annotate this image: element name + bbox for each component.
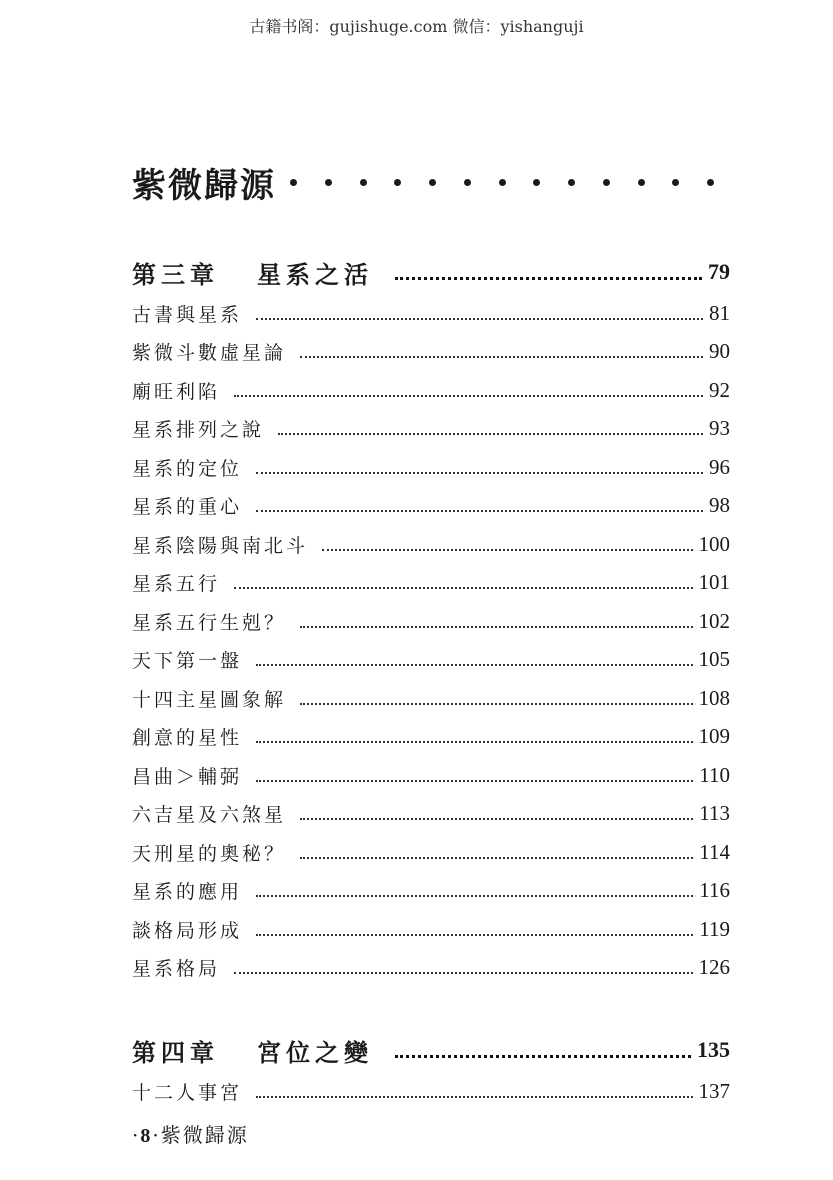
book-title-row [132, 158, 722, 207]
footer-book-title: 紫微歸源 [160, 1123, 249, 1147]
entry-page-number: 113 [699, 800, 730, 825]
entry-page-number: 108 [698, 685, 730, 710]
entry-label: 古書與星系 [132, 303, 243, 326]
dot-leader [256, 662, 692, 666]
toc-entry[interactable] [132, 644, 730, 674]
entry-label: 十四主星圖象解 [132, 688, 287, 711]
entry-page-number: 101 [698, 569, 730, 594]
dot-leader [395, 1053, 691, 1058]
chapter-page-number: 135 [697, 1037, 730, 1062]
entry-label: 星系格局 [132, 957, 221, 980]
entry-label: 星系陰陽與南北斗 [132, 534, 309, 557]
toc-entry[interactable] [132, 567, 730, 597]
dot-leader [256, 932, 693, 936]
dot-leader [234, 393, 703, 397]
toc-entry[interactable] [132, 452, 730, 482]
chapter-3-entry[interactable] [132, 257, 730, 287]
dot-leader [300, 624, 692, 628]
toc-entry[interactable] [132, 837, 730, 867]
toc-entry[interactable] [132, 875, 730, 905]
entry-page-number: 114 [699, 839, 730, 864]
entry-page-number: 90 [709, 338, 730, 363]
toc-entry[interactable] [132, 683, 730, 713]
toc-entry[interactable] [132, 375, 730, 405]
dot-leader [300, 354, 703, 358]
dot-leader [256, 1094, 692, 1098]
entry-page-number: 102 [698, 608, 730, 633]
entry-label: 昌曲＞輔弼 [132, 765, 243, 788]
dot-leader [300, 701, 692, 705]
page-footer: ·8·紫微歸源 [132, 1123, 249, 1147]
title-dot-leader [290, 179, 722, 186]
toc-entry[interactable] [132, 606, 730, 636]
watermark-text: 古籍书阁：gujishuge.com 微信：yishanguji [249, 17, 584, 36]
entry-label: 六吉星及六煞星 [132, 803, 287, 826]
dot-leader [256, 893, 693, 897]
dot-leader [234, 585, 692, 589]
entry-label: 天下第一盤 [132, 649, 243, 672]
entry-label: 星系排列之說 [132, 418, 265, 441]
entry-label: 星系的定位 [132, 457, 243, 480]
entry-page-number: 100 [698, 531, 730, 556]
entry-page-number: 105 [698, 646, 730, 671]
chapter-number: 第四章 [132, 1037, 219, 1067]
entry-label: 星系五行生剋？ [132, 611, 287, 634]
toc-entry[interactable] [132, 336, 730, 366]
dot-leader [256, 739, 692, 743]
entry-label: 創意的星性 [132, 726, 243, 749]
toc-entry[interactable] [132, 1076, 730, 1106]
entry-page-number: 81 [709, 300, 730, 325]
toc-entry[interactable] [132, 298, 730, 328]
entry-page-number: 109 [698, 723, 730, 748]
entry-page-number: 110 [699, 762, 730, 787]
entry-label: 十二人事宮 [132, 1081, 243, 1104]
entry-label: 星系的重心 [132, 495, 243, 518]
entry-label: 談格局形成 [132, 919, 243, 942]
entry-label: 天刑星的奧秘？ [132, 842, 287, 865]
dot-leader [256, 508, 703, 512]
dot-leader [300, 855, 693, 859]
dot-leader [234, 970, 692, 974]
toc-entry[interactable] [132, 413, 730, 443]
chapter-4-entry[interactable] [132, 1035, 730, 1065]
entry-label: 紫微斗數虛星論 [132, 341, 287, 364]
toc-entry[interactable] [132, 721, 730, 751]
entry-label: 星系的應用 [132, 880, 243, 903]
dot-leader [256, 316, 703, 320]
chapter-name: 星系之活 [257, 259, 373, 289]
toc-entry[interactable] [132, 914, 730, 944]
footer-page-number: 8 [140, 1125, 153, 1147]
toc-entry[interactable] [132, 798, 730, 828]
entry-page-number: 92 [709, 377, 730, 402]
entry-page-number: 98 [709, 492, 730, 517]
dot-leader [256, 470, 703, 474]
entry-page-number: 116 [699, 877, 730, 902]
entry-page-number: 126 [698, 954, 730, 979]
entry-label: 星系五行 [132, 572, 221, 595]
entry-page-number: 93 [709, 415, 730, 440]
toc-entry[interactable] [132, 760, 730, 790]
entry-page-number: 137 [698, 1078, 730, 1103]
chapter-name: 宮位之變 [257, 1037, 373, 1067]
chapter-page-number: 79 [708, 259, 730, 284]
dot-leader [300, 816, 693, 820]
dot-leader [278, 431, 703, 435]
entry-label: 廟旺利陷 [132, 380, 221, 403]
toc-entry[interactable] [132, 490, 730, 520]
dot-leader [395, 275, 702, 280]
chapter-number: 第三章 [132, 259, 219, 289]
entry-page-number: 119 [699, 916, 730, 941]
toc-entry[interactable] [132, 952, 730, 982]
toc-entry[interactable] [132, 529, 730, 559]
dot-leader [256, 778, 693, 782]
entry-page-number: 96 [709, 454, 730, 479]
dot-leader [322, 547, 692, 551]
book-title: 紫微歸源 [132, 166, 276, 206]
